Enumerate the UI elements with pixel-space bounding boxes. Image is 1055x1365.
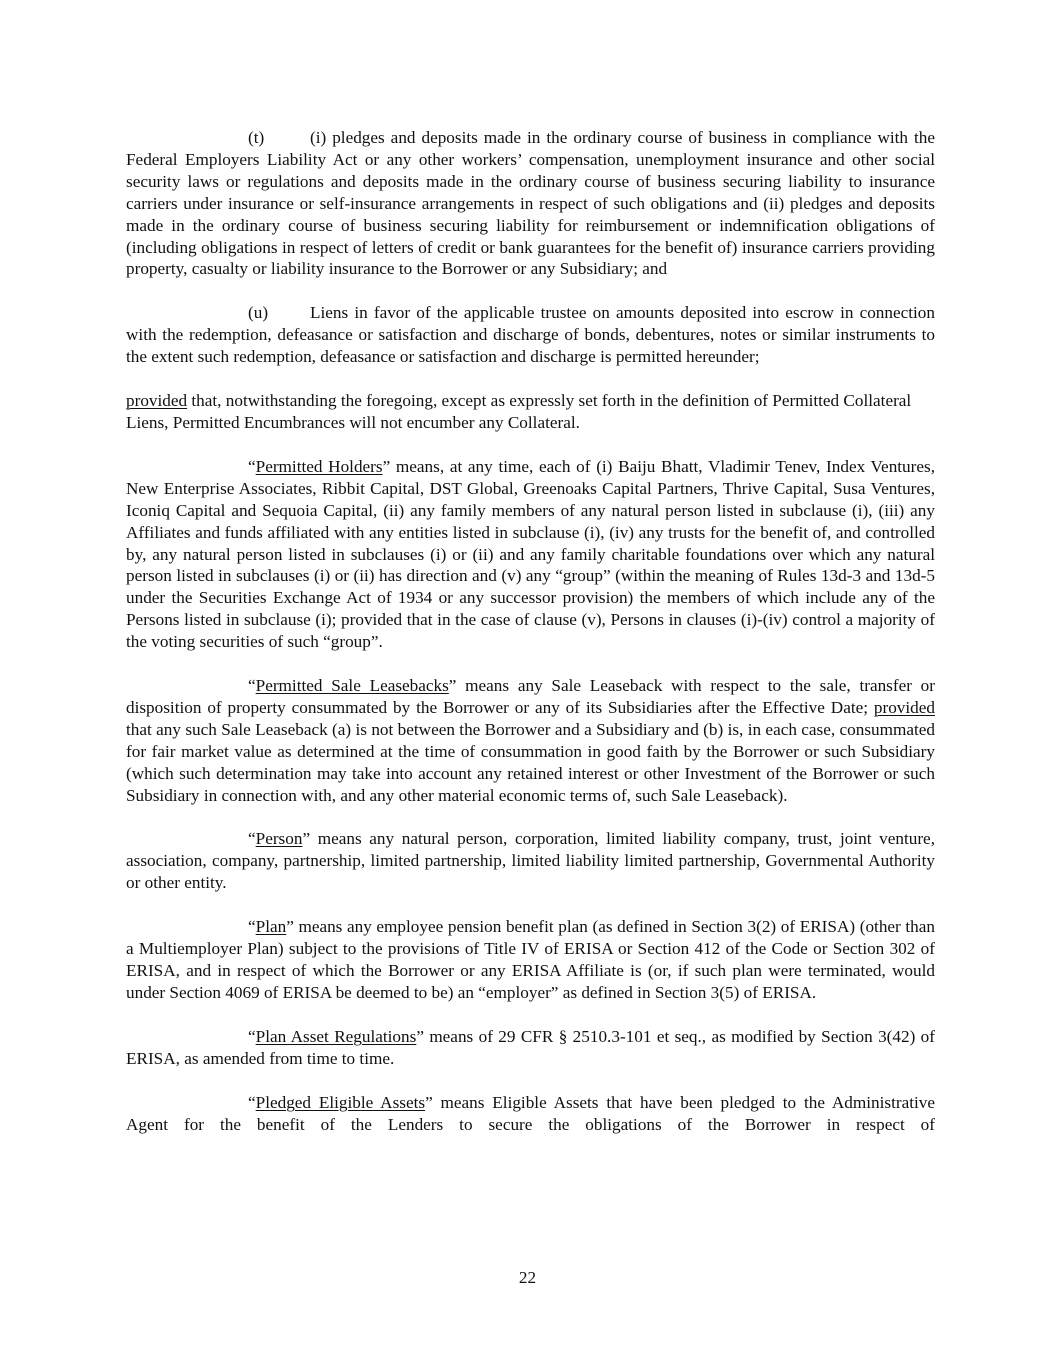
definition-text: ” means any natural person, corporation, limited liability company, trust, joint venture, association, company, partnership, limited partnership, limited liability limited partnership, Governmental Authority or other entity.: [126, 829, 935, 893]
defined-term: Plan: [255, 917, 287, 937]
defined-term: Pledged Eligible Assets: [255, 1092, 426, 1112]
proviso-keyword: provided: [126, 391, 188, 411]
open-quote: “: [248, 1026, 256, 1046]
definition-text: ” means, at any time, each of (i) Baiju Bhatt, Vladimir Tenev, Index Ventures, New Enterprise Associates, Ribbit Capital, DST Global, Greenoaks Capital Partners, Thrive Capital, Susa Ventures, Iconiq Capital and Sequoia Capital, (ii) any family members of any natural person listed in subclause (i), (iii) any Affiliates and funds affiliated with any entities listed in subclause (i), (iv) any trusts for the benefit of, and controlled by, any natural person listed in subclauses (i) or (ii) and any family charitable foundations over which any natural person listed in subclauses (i) or (ii) has direction and (v) any “group” (within the meaning of Rules 13d-3 and 13d-5 under the Securities Exchange Act of 1934 or any successor provision) the members of which include any of the Persons listed in subclause (i); provided that in the case of clause (v), Persons in clauses (i)-(iv) control a majority of the voting securities of such “group”.: [126, 456, 935, 652]
open-quote: “: [248, 456, 256, 476]
proviso-keyword: provided: [873, 697, 935, 717]
page-number: 22: [518, 1268, 537, 1287]
definition-text: ” means Eligible Assets that have been pledged to the Administrative Agent for the benefit of the Lenders to secure the obligations of the Borrower in respect of: [126, 1092, 935, 1134]
clause-t: [126, 127, 935, 280]
proviso-paragraph: [126, 390, 935, 434]
definition-text: ” means any employee pension benefit plan (as defined in Section 3(2) of ERISA) (other than a Multiemployer Plan) subject to the provisions of Title IV of ERISA or Section 412 of the Code or Section 302 of ERISA, and in respect of which the Borrower or any ERISA Affiliate is (or, if such plan were terminated, would under Section 4069 of ERISA be deemed to be) an “employer” as defined in Section 3(5) of ERISA.: [126, 917, 935, 1002]
clause-text: (i) pledges and deposits made in the ordinary course of business in compliance with the Federal Employers Liability Act or any other workers’ compensation, unemployment insurance and other social security laws or regulations and deposits made in the ordinary course of business securing liability to insurance carriers under insurance or self-insurance arrangements in respect of such obligations and (ii) pledges and deposits made in the ordinary course of business securing liability for reimbursement or indemnification obligations of (including obligations in respect of letters of credit or bank guarantees for the benefit of) insurance carriers providing property, casualty or liability insurance to the Borrower or any Subsidiary; and: [126, 128, 935, 279]
definition-text: ” means of 29 CFR § 2510.3-101 et seq., as modified by Section 3(42) of ERISA, as amended from time to time.: [126, 1026, 935, 1068]
definition-person: [126, 828, 935, 894]
open-quote: “: [248, 1092, 256, 1112]
proviso-text: that, notwithstanding the foregoing, except as expressly set forth in the definition of Permitted Collateral Liens, Permitted Encumbrances will not encumber any Collateral.: [126, 391, 912, 432]
defined-term: Permitted Sale Leasebacks: [255, 676, 449, 696]
definition-pledged-eligible-assets: [126, 1092, 935, 1136]
definition-plan: [126, 916, 935, 1004]
definition-text-continued: that any such Sale Leaseback (a) is not between the Borrower and a Subsidiary and (b) is, in each case, consummated for fair market value as determined at the time of consummation in good faith by the Borrower or such Subsidiary (which such determination may take into account any retained interest or other Investment of the Borrower or such Subsidiary in connection with, and any other material economic terms of, such Sale Leaseback).: [126, 719, 935, 805]
definition-permitted-holders: [126, 456, 935, 653]
document-page: [126, 127, 935, 1157]
defined-term: Permitted Holders: [255, 456, 383, 476]
defined-term: Person: [255, 829, 303, 849]
clause-label: (t): [248, 128, 265, 147]
clause-label: (u): [248, 303, 269, 323]
clause-u: [126, 302, 935, 368]
definition-permitted-sale-leasebacks: [126, 675, 935, 806]
definition-plan-asset-regulations: [126, 1026, 935, 1070]
open-quote: “: [248, 829, 256, 849]
open-quote: “: [248, 676, 256, 696]
defined-term: Plan Asset Regulations: [255, 1026, 417, 1046]
open-quote: “: [248, 917, 256, 937]
definition-text: ” means any Sale Leaseback with respect to the sale, transfer or disposition of property consummated by the Borrower or any of its Subsidiaries after the Effective Date;: [126, 676, 936, 717]
clause-text: Liens in favor of the applicable trustee on amounts deposited into escrow in connection with the redemption, defeasance or satisfaction and discharge of bonds, debentures, notes or similar instruments to the extent such redemption, defeasance or satisfaction and discharge is permitted hereunder;: [126, 303, 935, 367]
